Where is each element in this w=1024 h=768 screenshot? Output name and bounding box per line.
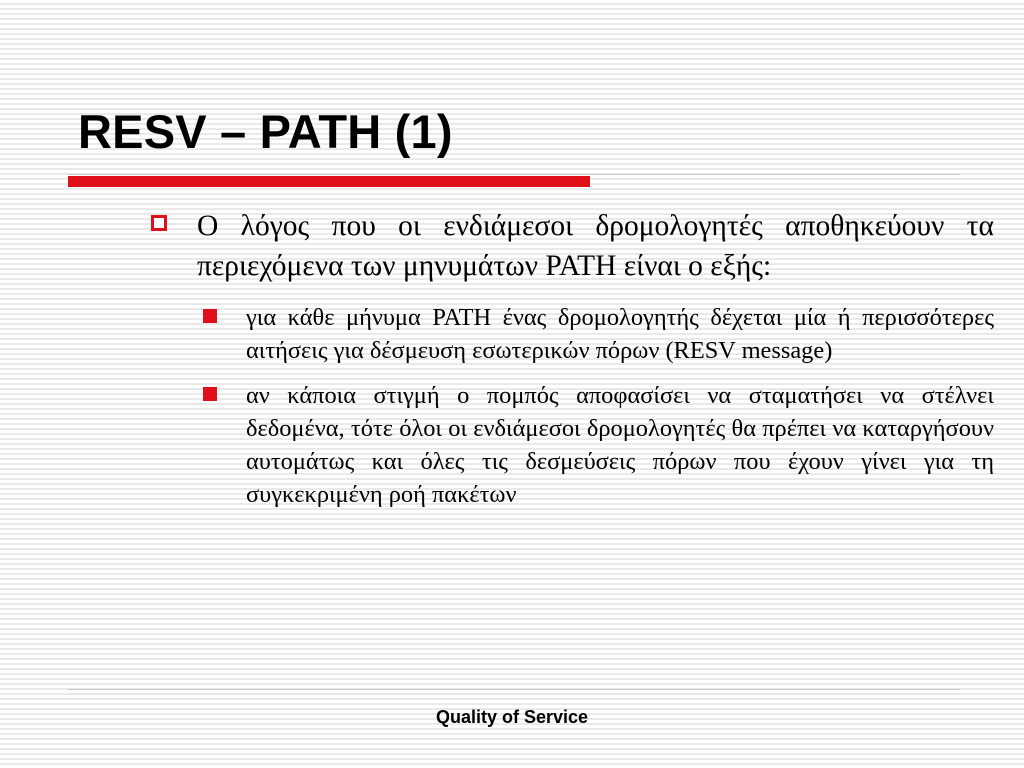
slide-body [148,206,994,523]
filled-square-icon [203,309,217,323]
bullet-level-1 [148,206,994,286]
sub-bullet-text: αν κάποια στιγμή ο πομπός αποφασίσει να σταματήσει να στέλνει δεδομένα, τότε όλοι οι ενδιάμεσοι δρομολογητές θα πρέπει να καταργήσουν αυτομάτως και όλες τις δεσμεύσεις πόρων που έχουν γίνει για τη συγκεκριμένη ροή πακέτων [246,382,994,508]
footer-label: Quality of Service [435,707,589,727]
sub-bullet-text: για κάθε μήνυμα PATH ένας δρομολογητής δέχεται μία ή περισσότερες αιτήσεις για δέσμευση εσωτερικών πόρων (RESV message) [246,304,994,364]
bullet-level-2 [197,379,994,511]
footer-divider-line [68,689,960,690]
title-divider-line [68,174,960,175]
title-accent-bar [68,176,590,187]
filled-square-icon [203,387,217,401]
sub-bullet-list [148,301,994,511]
bullet-text: Ο λόγος που οι ενδιάμεσοι δρομολογητές αποθηκεύουν τα περιεχόμενα των μηνυμάτων PATH είναι ο εξής: [197,210,994,282]
bullet-level-2 [197,301,994,367]
slide-title: RESV – PATH (1) [78,105,453,158]
hollow-square-icon [151,215,167,231]
